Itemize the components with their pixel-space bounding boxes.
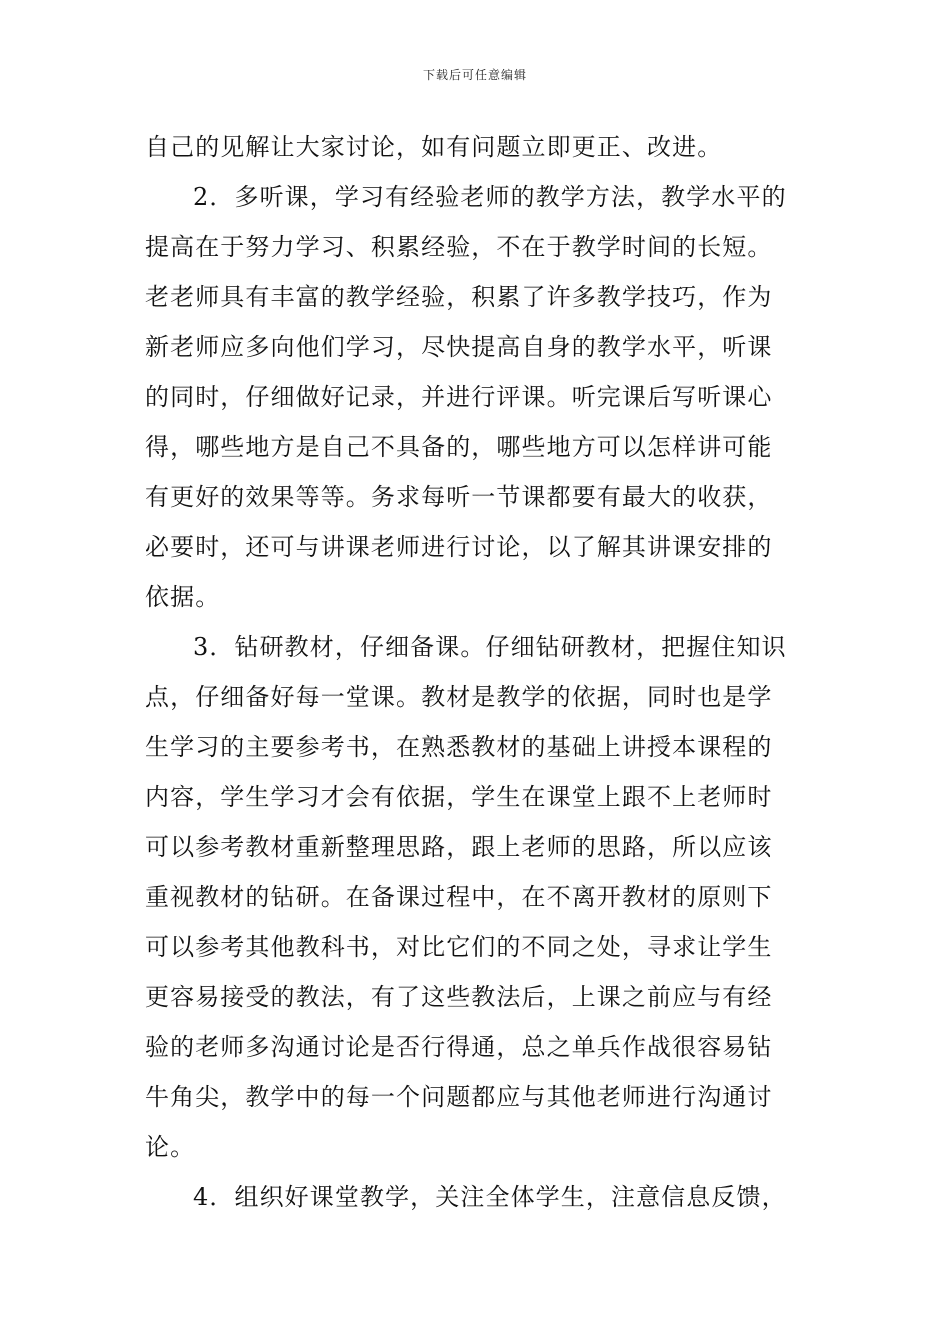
text-line: 可以参考其他教科书，对比它们的不同之处，寻求让学生 [145, 933, 773, 961]
text-line: 4．组织好课堂教学，关注全体学生，注意信息反馈， [193, 1183, 787, 1211]
text-line: 内容，学生学习才会有依据，学生在课堂上跟不上老师时 [145, 783, 773, 811]
text-line: 老老师具有丰富的教学经验，积累了许多教学技巧，作为 [145, 283, 773, 311]
text-line: 得，哪些地方是自己不具备的，哪些地方可以怎样讲可能 [145, 433, 773, 461]
text-line: 论。 [145, 1133, 196, 1161]
paragraph-2 [145, 172, 810, 622]
text-line: 重视教材的钻研。在备课过程中，在不离开教材的原则下 [145, 883, 773, 911]
text-line: 验的老师多沟通讨论是否行得通，总之单兵作战很容易钻 [145, 1033, 773, 1061]
text-line: 提高在于努力学习、积累经验，不在于教学时间的长短。 [145, 233, 773, 261]
text-line: 点，仔细备好每一堂课。教材是教学的依据，同时也是学 [145, 683, 773, 711]
text-line: 有更好的效果等等。务求每听一节课都要有最大的收获， [145, 483, 773, 511]
paragraph-4 [145, 1172, 810, 1222]
text-line: 3．钻研教材，仔细备课。仔细钻研教材，把握住知识 [193, 633, 787, 661]
text-line: 生学习的主要参考书，在熟悉教材的基础上讲授本课程的 [145, 733, 773, 761]
paragraph-1 [145, 122, 810, 172]
page-header: 下载后可任意编辑 [422, 68, 527, 82]
text-line: 新老师应多向他们学习，尽快提高自身的教学水平，听课 [145, 333, 773, 361]
text-line: 的同时，仔细做好记录，并进行评课。听完课后写听课心 [145, 383, 773, 411]
text-line: 2．多听课，学习有经验老师的教学方法，教学水平的 [193, 183, 787, 211]
paragraph-3 [145, 622, 810, 1172]
text-line: 必要时，还可与讲课老师进行讨论，以了解其讲课安排的 [145, 533, 773, 561]
text-line: 可以参考教材重新整理思路，跟上老师的思路，所以应该 [145, 833, 773, 861]
text-line: 更容易接受的教法，有了这些教法后，上课之前应与有经 [145, 983, 773, 1011]
text-line: 自己的见解让大家讨论，如有问题立即更正、改进。 [145, 133, 723, 161]
text-line: 依据。 [145, 583, 221, 611]
text-line: 牛角尖，教学中的每一个问题都应与其他老师进行沟通讨 [145, 1083, 773, 1111]
document-body [145, 122, 810, 1222]
